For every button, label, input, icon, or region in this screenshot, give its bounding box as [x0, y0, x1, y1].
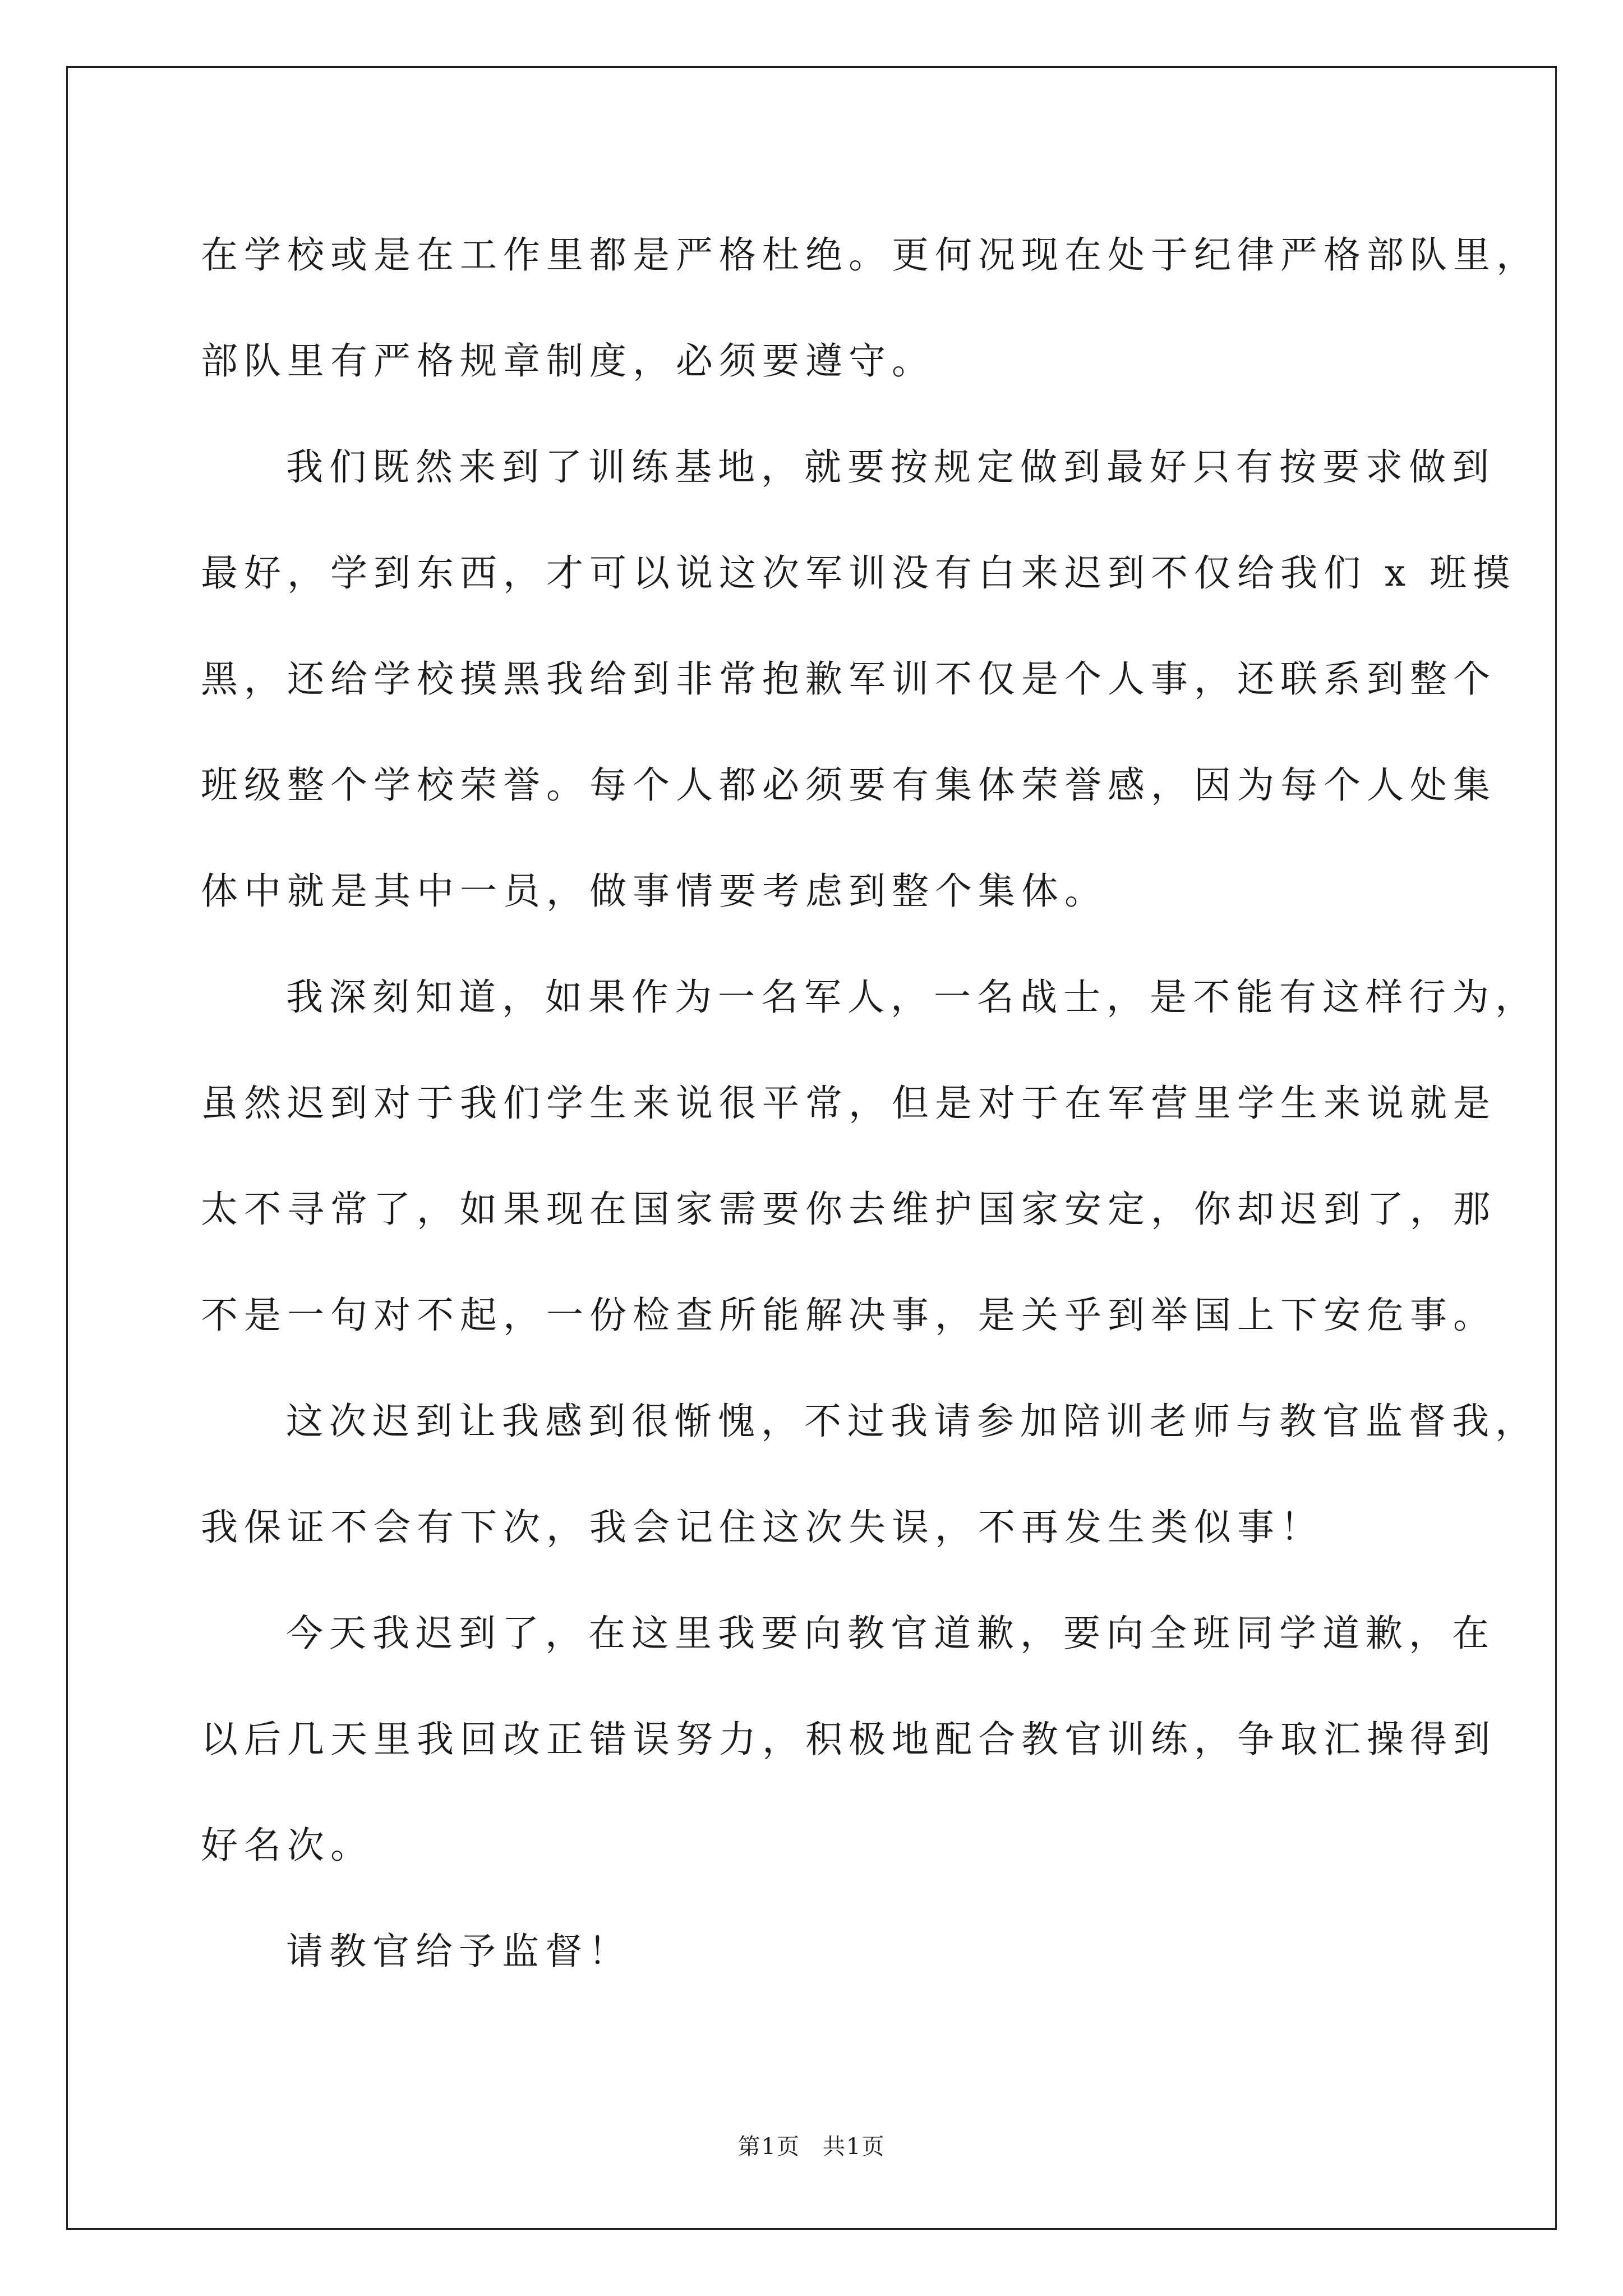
text-line: 好名次。 — [201, 1824, 374, 1867]
text-line: 虽然迟到对于我们学生来说很平常，但是对于在军营里学生来说就是 — [201, 1082, 1496, 1125]
text-line: 以后几天里我回改正错误努力，积极地配合教官训练，争取汇操得到 — [201, 1718, 1496, 1761]
document-body — [201, 202, 1539, 2004]
text-line: 我们既然来到了训练基地，就要按规定做到最好只有按要求做到 — [286, 445, 1495, 489]
text-line: 我深刻知道，如果作为一名军人，一名战士，是不能有这样行为， — [286, 976, 1538, 1019]
text-line: 请教官给予监督！ — [286, 1930, 631, 1973]
text-line: 太不寻常了，如果现在国家需要你去维护国家安定，你却迟到了，那 — [201, 1188, 1496, 1231]
page-footer — [0, 2129, 1623, 2161]
text-line: 今天我迟到了，在这里我要向教官道歉，要向全班同学道歉，在 — [286, 1612, 1495, 1655]
text-line: 黑，还给学校摸黑我给到非常抱歉军训不仅是个人事，还联系到整个 — [201, 657, 1496, 701]
text-line: 最好，学到东西，才可以说这次军训没有白来迟到不仅给我们 x 班摸 — [201, 551, 1516, 595]
text-line: 在学校或是在工作里都是严格杜绝。更何况现在处于纪律严格部队里， — [201, 233, 1539, 277]
text-line: 体中就是其中一员，做事情要考虑到整个集体。 — [201, 869, 1108, 913]
page-total: 共1页 — [823, 2134, 886, 2160]
text-line: 班级整个学校荣誉。每个人都必须要有集体荣誉感，因为每个人处集 — [201, 763, 1496, 807]
text-line: 我保证不会有下次，我会记住这次失误，不再发生类似事！ — [201, 1506, 1324, 1549]
text-line: 这次迟到让我感到很惭愧，不过我请参加陪训老师与教官监督我， — [286, 1400, 1538, 1443]
text-line: 部队里有严格规章制度，必须要遵守。 — [201, 339, 935, 383]
text-line: 不是一句对不起，一份检查所能解决事，是关乎到举国上下安危事。 — [201, 1294, 1496, 1337]
page-number: 第1页 — [737, 2134, 800, 2160]
